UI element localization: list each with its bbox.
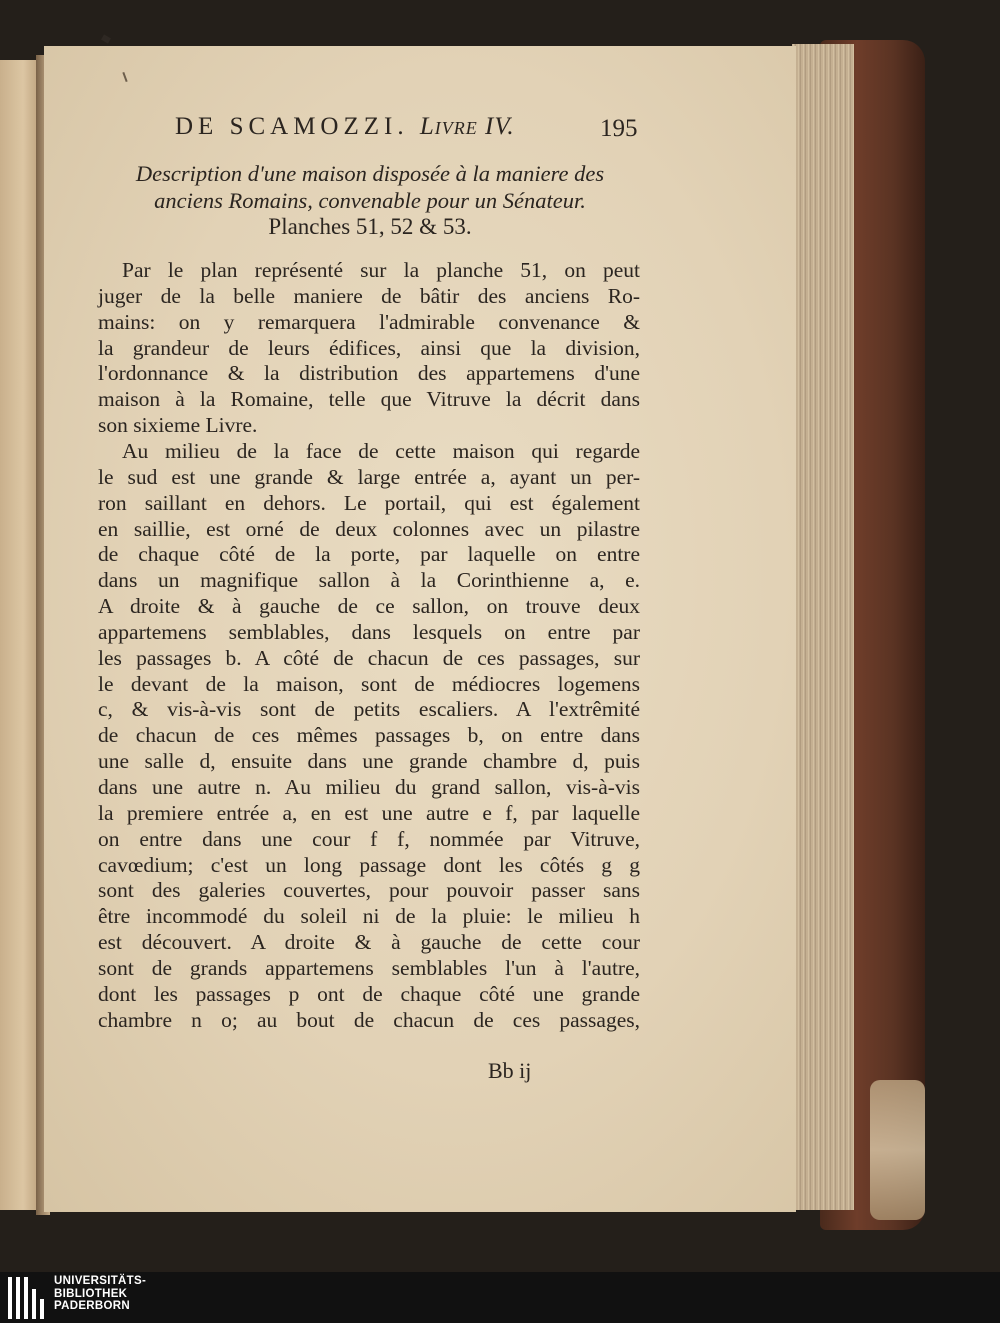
body-line: ron saillant en dehors. Le portail, qui est également (98, 490, 640, 515)
body-line: une salle d, ensuite dans une grande chambre d, puis (98, 749, 640, 774)
body-line: dans une autre n. Au milieu du grand sallon, vis-à-vis (98, 775, 640, 799)
body-line: on entre dans une cour f f, nommée par Vitruve, (98, 826, 640, 851)
library-logo-icon (8, 1277, 48, 1319)
library-name-line: PADERBORN (54, 1300, 130, 1312)
body-line: maison à la Romaine, telle que Vitruve la décrit dans (98, 387, 640, 412)
body-line: c, & vis-à-vis sont de petits escaliers. A l'extrêmité (98, 697, 640, 722)
running-title (175, 113, 515, 141)
library-name-line: UNIVERSITÄTS- (54, 1275, 147, 1287)
body-line: chambre n o; au bout de chacun de ces passages, (98, 1007, 640, 1032)
body-line: sont de grands appartemens semblables l'un à l'autre, (98, 955, 640, 980)
body-line: mains: on y remarquera l'admirable convenance & (98, 309, 640, 334)
body-line: dans un magnifique sallon à la Corinthienne a, e. (98, 568, 640, 593)
body-line: le sud est une grande & large entrée a, ayant un per- (98, 464, 640, 489)
body-line: est découvert. A droite & à gauche de cette cour (98, 930, 640, 955)
section-title-line: anciens Romains, convenable pour un Sénateur. (154, 188, 586, 213)
body-line: le devant de la maison, sont de médiocres logemens (98, 671, 640, 696)
body-line: juger de la belle maniere de bâtir des anciens Ro- (98, 283, 640, 308)
body-line: son sixieme Livre. (98, 413, 258, 438)
body-line: Au milieu de la face de cette maison qui regarde (122, 438, 640, 463)
body-line: en saillie, est orné de deux colonnes avec un pilastre (98, 516, 640, 541)
section-title (96, 160, 644, 214)
body-line: cavœdium; c'est un long passage dont les côtés g g (98, 852, 640, 877)
plates-reference: Planches 51, 52 & 53. (268, 214, 472, 239)
page-number: 195 (600, 115, 638, 142)
body-line: de chaque côté de la porte, par laquelle on entre (98, 542, 640, 567)
library-name-line: BIBLIOTHEK (54, 1287, 128, 1300)
body-line: l'ordonnance & la distribution des appartemens d'une (98, 361, 640, 386)
body-line: A droite & à gauche de ce sallon, on trouve deux (98, 594, 640, 619)
signature-mark: Bb ij (488, 1058, 532, 1083)
page-edges (792, 44, 854, 1210)
running-title-prefix: DE SCAMOZZI. (175, 113, 409, 140)
body-line: dont les passages p ont de chaque côté une grande (98, 981, 640, 1006)
body-line: les passages b. A côté de chacun de ces passages, sur (98, 645, 640, 670)
library-name (54, 1275, 146, 1313)
body-line: Par le plan représenté sur la planche 51, on peut (122, 258, 640, 282)
library-footer (0, 1272, 1000, 1323)
body-line: sont des galeries couvertes, pour pouvoir passer sans (98, 878, 640, 903)
body-line: être incommodé du soleil ni de la pluie: le milieu h (98, 904, 640, 929)
body-line: la premiere entrée a, en est une autre e f, par laquelle (98, 800, 640, 825)
body-line: la grandeur de leurs édifices, ainsi que la division, (98, 335, 640, 360)
running-title-book: Livre IV. (419, 113, 515, 140)
body-line: appartemens semblables, dans lesquels on entre par (98, 619, 640, 644)
body-line: de chacun de ces mêmes passages b, on entre dans (98, 723, 640, 748)
worn-cover-corner (870, 1080, 925, 1220)
spine-mark (101, 34, 111, 43)
section-title-line: Description d'une maison disposée à la maniere des (135, 161, 605, 186)
